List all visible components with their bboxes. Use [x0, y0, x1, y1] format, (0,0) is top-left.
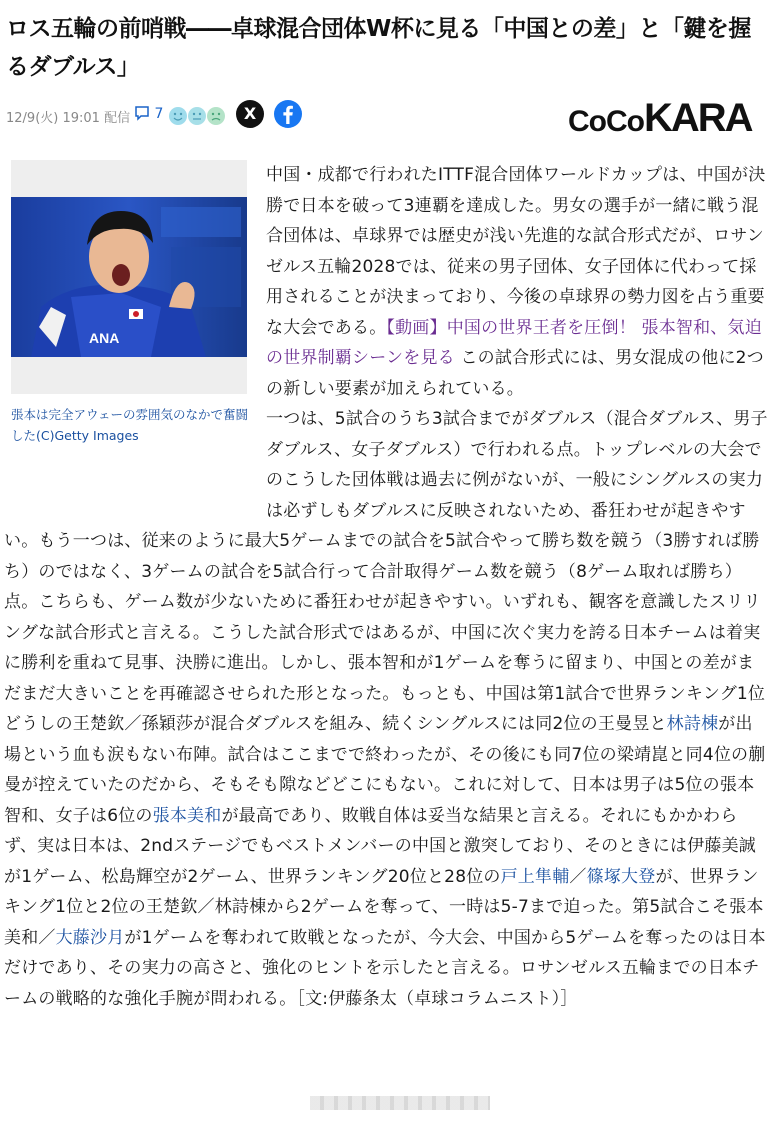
paragraph-continued-1: が出場という血も涙もない布陣。試合はここまでで終わったが、その後にも同7位の梁靖崑と同4位の蒯曼が控えていたのだから、そもそも隙などどこにもない。これに対して、日本は男子は5位の張本智和、女子は6位の: [4, 714, 766, 826]
article-title: ロス五輪の前哨戦――卓球混合団体W杯に見る「中国との差」と「鍵を握るダブルス」: [6, 16, 751, 80]
x-icon: X: [243, 104, 257, 123]
coco-kara-logo[interactable]: [568, 96, 760, 140]
paragraph-continued-3: が、世界ランキング1位と2位の王楚欽／林詩棟から2ゲームを奪って、一時は5-7まで迫った。第5試合こそ張本美和／: [4, 866, 764, 948]
logo-coco: CoCo: [568, 105, 644, 138]
player-link-miwa[interactable]: 張本美和: [152, 805, 222, 826]
player-link-ohfuji[interactable]: 大藤沙月: [55, 927, 125, 948]
photo-caption: 張本は完全アウェーの雰囲気のなかで奮闘した(C)Getty Images: [11, 407, 249, 443]
watermark-bar: [310, 1096, 490, 1110]
reaction-face-icon: [168, 105, 228, 127]
separator-slash: ／: [569, 866, 587, 887]
paragraph-main: 一つは、5試合のうち3試合までがダブルス（混合ダブルス、男子ダブルス、女子ダブルス）で行われる点。トップレベルの大会でのこうした団体戦は過去に例がないが、一般にシングルスの実力は必ずしもダブルスに反映されないため、番狂わせが起きやすい。もう一つは、従来のように最大5ゲームまでの試合を5試合やって勝ち数を競う（3勝すれば勝ち）のではなく、3ゲームの試合を5試合行って合計取得ゲーム数を競う（8ゲーム取れば勝ち）点。こちらも、ゲーム数が少ないために番狂わせが起きやすい。いずれも、観客を意識したスリリングな試合形式と言える。こうした試合形式ではあるが、中国に次ぐ実力を誇る日本チームは着実に勝利を重ねて見事、決勝に進出。しかし、張本智和が1ゲームを奪うに留まり、中国との差がまだまだ大きいことを再確認させられた形となった。もっとも、中国は第1試合で世界ランキング1位どうしの王楚欽／孫穎莎が混合ダブルスを組み、続くシングルスには同2位の王曼昱と: [4, 409, 768, 734]
publish-date-suffix: 配信: [104, 111, 131, 126]
photo-spacer: [4, 160, 266, 496]
paragraph-continued-2: が最高であり、敗戦自体は妥当な結果と言える。それにもかかわらず、実は日本は、2ndステージでもベストメンバーの中国と激突しており、そのときには伊藤美誠が1ゲーム、松島輝空が2ゲーム、世界ランキング20位と28位の: [4, 805, 756, 887]
shirt-sponsor-text: ANA: [89, 330, 120, 346]
facebook-icon: [274, 100, 302, 128]
player-link-shinozuka[interactable]: 篠塚大登: [586, 866, 656, 887]
paragraph-conclusion: が1ゲームを奪われて敗戦となったが、今大会、中国から5ゲームを奪ったのは日本だけであり、その実力の高さと、強化のヒントを示したと言える。ロサンゼルス五輪までの日本チームの戦略的な強化手腕が問われる。［文:伊藤条太（卓球コラムニスト）］: [4, 927, 766, 1009]
x-share-button[interactable]: [236, 100, 264, 128]
comment-icon: [134, 105, 150, 121]
logo-kara: KARA: [643, 96, 752, 140]
reaction-icons[interactable]: [168, 105, 228, 131]
paragraph-format: この試合形式には、男女混成の他に2つの新しい要素が加えられている。: [266, 348, 764, 399]
comment-link[interactable]: [134, 105, 163, 122]
player-link-togami[interactable]: 戸上隼輔: [500, 866, 570, 887]
player-link-lin[interactable]: 林詩棟: [666, 714, 719, 734]
publish-date: [6, 107, 130, 126]
publish-date-value: 12/9(火) 19:01: [6, 111, 100, 126]
comment-count: 7: [154, 106, 164, 122]
facebook-share-button[interactable]: [274, 100, 302, 132]
video-link[interactable]: 【動画】中国の世界王者を圧倒！ 張本智和、気迫の世界制覇シーンを見る: [266, 317, 762, 368]
article-body: [4, 160, 769, 1014]
paragraph-intro: 中国・成都で行われたITTF混合団体ワールドカップは、中国が決勝で日本を破って3連覇を達成した。男女の選手が一緒に戦う混合団体は、卓球界では歴史が浅い先進的な試合形式だが、ロサンゼルス五輪2028では、従来の男子団体、女子団体に代わって採用されることが決まっており、今後の卓球界の勢力図を占う重要な大会である。: [266, 165, 766, 338]
